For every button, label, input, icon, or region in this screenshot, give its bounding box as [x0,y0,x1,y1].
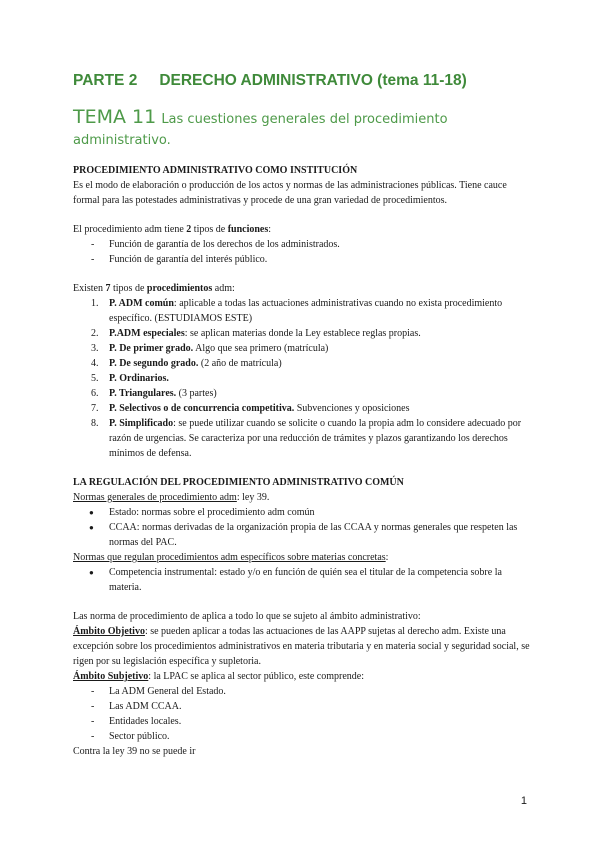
list-item: 1. P. ADM común: aplicable a todas las actuaciones administrativas cuando no exista procedimiento específico. (ESTUDIAMOS ESTE) [91,298,503,324]
paragraph: Normas que regulan procedimientos adm específicos sobre materias concretas: [73,552,389,563]
list-item: 2. P.ADM especiales: se aplican materias donde la Ley establece reglas propias. [91,328,421,339]
list-item: - Entidades locales. [73,714,533,729]
list-item: - Función de garantía de los derechos de los administrados. [73,237,533,252]
list-item: - Las ADM CCAA. [73,699,533,714]
tema-number: TEMA 11 [73,106,157,128]
tema-title: Las cuestiones generales del procedimiento administrativo. [73,112,448,148]
tema-heading [73,108,543,150]
paragraph: Las norma de procedimiento de aplica a todo lo que se sujeto al ámbito administrativo: [73,611,421,622]
list-item: 4. P. De segundo grado. (2 año de matrícula) [91,358,282,369]
page-number: 1 [520,795,527,807]
list-item: - Sector público. [73,729,533,744]
document-body [73,163,533,759]
list-item: ● Competencia instrumental: estado y/o en función de quién sea el titular de la competencia sobre la materia. [73,565,533,595]
paragraph: Ámbito Objetivo: se pueden aplicar a todas las actuaciones de las AAPP sujetas al derecho adm. Existe una excepción sobre los procedimientos administrativos en materia tributaria y en materia social y seguridad social, se rigen por su legislación específica y supletoria. [73,626,530,667]
list-item: ● Estado: normas sobre el procedimiento adm común [73,505,533,520]
part-label: PARTE 2 [73,72,138,89]
list-item: 6. P. Triangulares. (3 partes) [91,388,217,399]
list-item: ● CCAA: normas derivadas de la organización propia de las CCAA y normas generales que respeten las normas del PAC. [73,520,533,550]
normas-generales-list [73,505,533,550]
section-heading: PROCEDIMIENTO ADMINISTRATIVO COMO INSTITUCIÓN [73,165,358,176]
section-heading: LA REGULACIÓN DEL PROCEDIMIENTO ADMINISTRATIVO COMÚN [73,477,404,488]
procedimientos-list [73,296,533,461]
funciones-list [73,237,533,267]
list-item: 5. P. Ordinarios. [91,373,169,384]
part-heading [73,72,467,90]
normas-especificas-list [73,565,533,595]
part-title: DERECHO ADMINISTRATIVO (tema 11-18) [159,72,467,89]
paragraph: El procedimiento adm tiene 2 tipos de funciones: [73,224,272,235]
paragraph: Ámbito Subjetivo: la LPAC se aplica al sector público, este comprende: [73,671,364,682]
list-item: - Función de garantía del interés público. [73,252,533,267]
list-item: 3. P. De primer grado. Algo que sea primero (matrícula) [91,343,329,354]
paragraph: Normas generales de procedimiento adm: ley 39. [73,492,270,503]
paragraph: Es el modo de elaboración o producción de los actos y normas de las administraciones públicas. Tiene cauce formal para las potestades administrativas y procede de una gran variedad de procedimientos. [73,180,507,206]
sector-list [73,684,533,744]
list-item: 8. P. Simplificado: se puede utilizar cuando se solicite o cuando la propia adm lo considere adecuado por razón de urgencias. Se caracteriza por una reducción de trámites y plazos garantizando los derechos mínimos de defensa. [91,418,522,459]
list-item: - La ADM General del Estado. [73,684,533,699]
list-item: 7. P. Selectivos o de concurrencia competitiva. Subvenciones y oposiciones [91,403,410,414]
paragraph: Existen 7 tipos de procedimientos adm: [73,283,235,294]
paragraph: Contra la ley 39 no se puede ir [73,746,196,757]
